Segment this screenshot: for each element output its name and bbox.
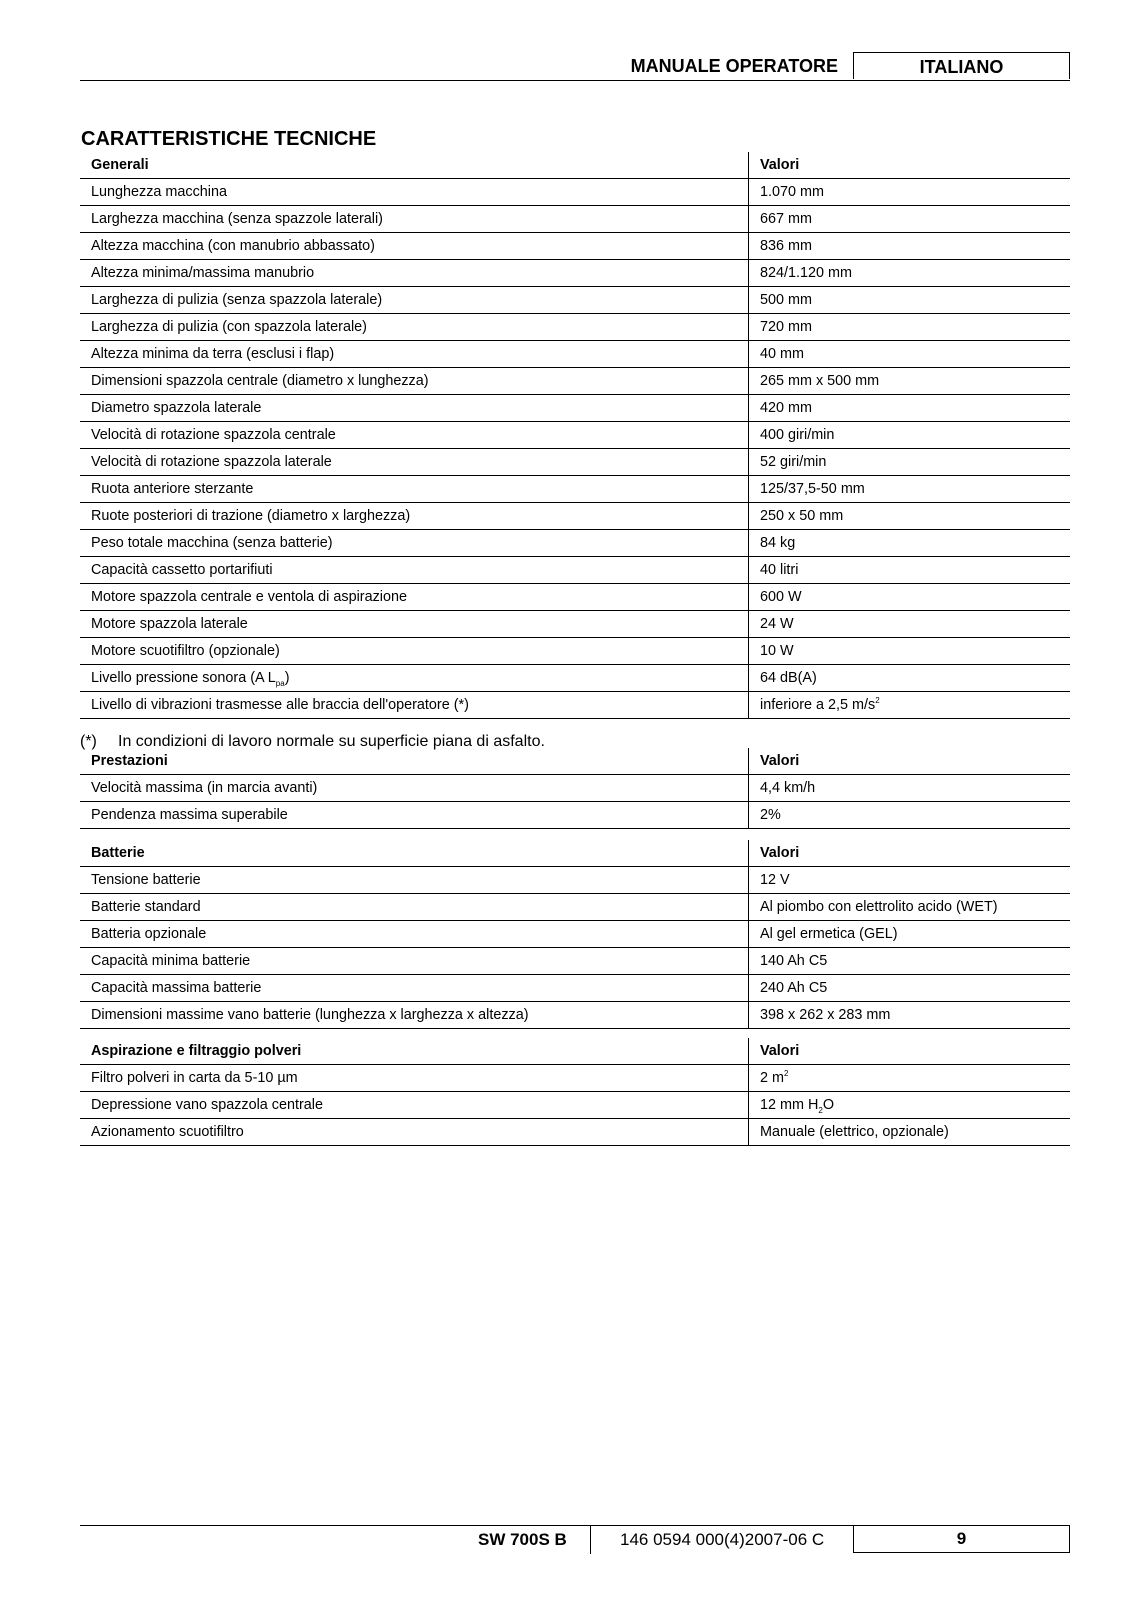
column-header-value: Valori <box>749 152 1071 179</box>
table-row <box>80 802 1070 829</box>
row-value: 2 $m^2$ <box>749 1065 1071 1092</box>
row-label: Altezza minima/massima manubrio <box>80 260 749 287</box>
row-value: 240 Ah C5 <box>749 975 1071 1002</box>
row-value: 52 giri/min <box>749 449 1071 476</box>
column-header-parameter: Batterie <box>80 840 749 867</box>
table-batterie <box>80 840 1070 1029</box>
table-header-row <box>80 840 1070 867</box>
table-row <box>80 948 1070 975</box>
row-label: Livello di vibrazioni trasmesse alle braccia dell'operatore (*) <box>80 692 749 719</box>
row-value: 265 mm x 500 mm <box>749 368 1071 395</box>
table-row <box>80 476 1070 503</box>
table-row <box>80 1092 1070 1119</box>
table-row <box>80 894 1070 921</box>
row-value: 125/37,5-50 mm <box>749 476 1071 503</box>
row-value: 140 Ah C5 <box>749 948 1071 975</box>
row-value: 24 W <box>749 611 1071 638</box>
table-row <box>80 260 1070 287</box>
row-label: Velocità di rotazione spazzola laterale <box>80 449 749 476</box>
row-label: Dimensioni massime vano batterie (lunghezza x larghezza x altezza) <box>80 1002 749 1029</box>
row-label: Capacità cassetto portarifiuti <box>80 557 749 584</box>
table-row <box>80 422 1070 449</box>
table-aspirazione <box>80 1038 1070 1146</box>
row-value: 12 V <box>749 867 1071 894</box>
row-value: 1.070 mm <box>749 179 1071 206</box>
row-value: 40 mm <box>749 341 1071 368</box>
row-label: Batteria opzionale <box>80 921 749 948</box>
table-row <box>80 530 1070 557</box>
table-row <box>80 395 1070 422</box>
row-value: 420 mm <box>749 395 1071 422</box>
document-code: 146 0594 000(4)2007-06 C <box>620 1530 825 1549</box>
section-title: CARATTERISTICHE TECNICHE <box>81 128 377 150</box>
table-row <box>80 557 1070 584</box>
table-row <box>80 287 1070 314</box>
row-label: Ruota anteriore sterzante <box>80 476 749 503</box>
column-header-parameter: Generali <box>80 152 749 179</box>
row-value: 12 mm $H_2O$ <box>749 1092 1071 1119</box>
table-row <box>80 1119 1070 1146</box>
row-value: 40 litri <box>749 557 1071 584</box>
table-row <box>80 233 1070 260</box>
row-value: Al gel ermetica (GEL) <box>749 921 1071 948</box>
table-row <box>80 179 1070 206</box>
column-header-value: Valori <box>749 840 1071 867</box>
table-generali <box>80 152 1070 719</box>
row-label: Depressione vano spazzola centrale <box>80 1092 749 1119</box>
row-value: 824/1.120 mm <box>749 260 1071 287</box>
row-label: Azionamento scuotifiltro <box>80 1119 749 1146</box>
column-header-value: Valori <box>749 748 1071 775</box>
table-row <box>80 503 1070 530</box>
table-row-vibration <box>80 692 1070 719</box>
table-row <box>80 368 1070 395</box>
page-footer <box>80 1525 1070 1554</box>
column-header-value: Valori <box>749 1038 1071 1065</box>
row-value: 250 x 50 mm <box>749 503 1071 530</box>
row-value: 720 mm <box>749 314 1071 341</box>
table-row <box>80 975 1070 1002</box>
footnote-text: In condizioni di lavoro normale su superficie piana di asfalto. <box>118 733 545 750</box>
table-row <box>80 206 1070 233</box>
page-header <box>80 52 1070 81</box>
row-label: Diametro spazzola laterale <box>80 395 749 422</box>
row-value: 84 kg <box>749 530 1071 557</box>
row-label: Larghezza di pulizia (con spazzola laterale) <box>80 314 749 341</box>
table-row <box>80 1002 1070 1029</box>
table-row <box>80 449 1070 476</box>
row-label: Motore spazzola centrale e ventola di aspirazione <box>80 584 749 611</box>
manual-title: MANUALE OPERATORE <box>630 56 838 76</box>
table-row <box>80 341 1070 368</box>
row-label: Tensione batterie <box>80 867 749 894</box>
footnote-mark: (*) <box>80 733 97 750</box>
table-row <box>80 584 1070 611</box>
row-value: 10 W <box>749 638 1071 665</box>
table-header-row <box>80 748 1070 775</box>
column-header-parameter: Aspirazione e filtraggio polveri <box>80 1038 749 1065</box>
row-value: 2% <box>749 802 1071 829</box>
table-header-row <box>80 152 1070 179</box>
row-value: 4,4 km/h <box>749 775 1071 802</box>
row-label: Ruote posteriori di trazione (diametro x larghezza) <box>80 503 749 530</box>
row-value: Manuale (elettrico, opzionale) <box>749 1119 1071 1146</box>
table-row <box>80 314 1070 341</box>
footer-divider <box>590 1526 591 1554</box>
row-label: Livello pressione sonora (A $L_{pa}$) <box>80 665 749 692</box>
table-header-row <box>80 1038 1070 1065</box>
row-value: 400 giri/min <box>749 422 1071 449</box>
row-label: Larghezza di pulizia (senza spazzola laterale) <box>80 287 749 314</box>
row-label: Altezza macchina (con manubrio abbassato) <box>80 233 749 260</box>
table-row <box>80 638 1070 665</box>
table-row <box>80 611 1070 638</box>
row-label: Velocità di rotazione spazzola centrale <box>80 422 749 449</box>
table-prestazioni <box>80 748 1070 829</box>
row-value: 667 mm <box>749 206 1071 233</box>
row-label: Batterie standard <box>80 894 749 921</box>
table-row <box>80 921 1070 948</box>
row-value: 500 mm <box>749 287 1071 314</box>
row-label: Lunghezza macchina <box>80 179 749 206</box>
table-row-noise <box>80 665 1070 692</box>
row-value: 64 dB(A) <box>749 665 1071 692</box>
row-label: Filtro polveri in carta da 5-10 µm <box>80 1065 749 1092</box>
row-label: Capacità massima batterie <box>80 975 749 1002</box>
table-row <box>80 775 1070 802</box>
row-label: Motore spazzola laterale <box>80 611 749 638</box>
row-label: Dimensioni spazzola centrale (diametro x lunghezza) <box>80 368 749 395</box>
page-number: 9 <box>853 1526 1070 1553</box>
table-row <box>80 867 1070 894</box>
table-row <box>80 1065 1070 1092</box>
row-value: Al piombo con elettrolito acido (WET) <box>749 894 1071 921</box>
row-label: Capacità minima batterie <box>80 948 749 975</box>
row-value: 600 W <box>749 584 1071 611</box>
row-label: Larghezza macchina (senza spazzole laterali) <box>80 206 749 233</box>
row-label: Altezza minima da terra (esclusi i flap) <box>80 341 749 368</box>
row-label: Velocità massima (in marcia avanti) <box>80 775 749 802</box>
row-label: Motore scuotifiltro (opzionale) <box>80 638 749 665</box>
column-header-parameter: Prestazioni <box>80 748 749 775</box>
language-box: ITALIANO <box>853 52 1070 79</box>
row-value: 836 mm <box>749 233 1071 260</box>
row-value: 398 x 262 x 283 mm <box>749 1002 1071 1029</box>
row-label: Pendenza massima superabile <box>80 802 749 829</box>
model-name: SW 700S B <box>478 1530 567 1549</box>
row-label: Peso totale macchina (senza batterie) <box>80 530 749 557</box>
row-value: inferiore a 2,5 $m/s^2$ <box>749 692 1071 719</box>
